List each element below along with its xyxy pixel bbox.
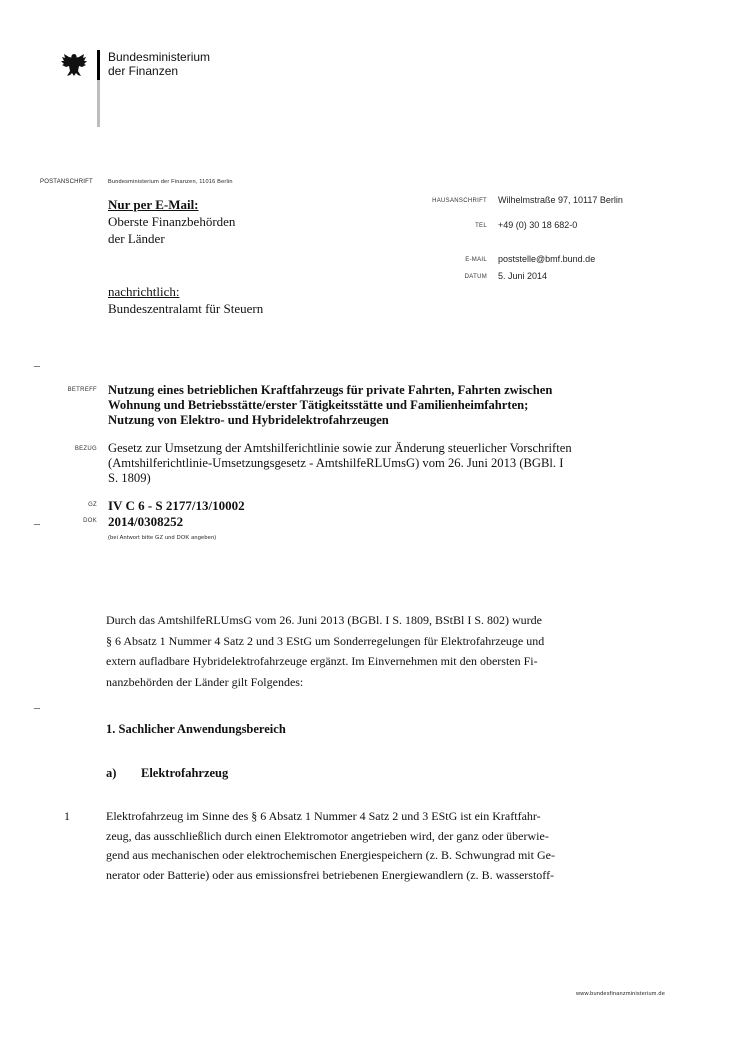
intro-paragraph (106, 610, 658, 692)
email-label: E-MAIL (465, 257, 487, 263)
subsection-title: Elektrofahrzeug (141, 766, 229, 780)
datum-value: 5. Juni 2014 (498, 271, 548, 281)
cc-label: nachrichtlich: (108, 284, 180, 299)
recipient-mode: Nur per E-Mail: (108, 197, 199, 212)
dok-value: 2014/0308252 (108, 514, 184, 529)
margin-mark-1: – (34, 358, 40, 372)
intro-line4: nanzbehörden der Länder gilt Folgendes: (106, 674, 304, 689)
dok-label: DOK (83, 518, 97, 524)
postanschrift-label: POSTANSCHRIFT (40, 179, 93, 185)
recipient-line2: der Länder (108, 231, 165, 246)
betreff-line3: Nutzung von Elektro- und Hybridelektrofahrzeugen (108, 413, 389, 427)
tel-value: +49 (0) 30 18 682-0 (498, 220, 578, 230)
postanschrift-value: Bundesministerium der Finanzen, 11016 Berlin (108, 179, 233, 185)
paragraph-1 (106, 807, 658, 885)
cc-value: Bundeszentralamt für Steuern (108, 301, 264, 316)
logo-divider-bar (97, 50, 100, 80)
email-value[interactable]: poststelle@bmf.bund.de (498, 254, 596, 264)
reply-hint: (bei Antwort bitte GZ und DOK angeben) (108, 535, 217, 541)
bezug-line1: Gesetz zur Umsetzung der Amtshilferichtlinie sowie zur Änderung steuerlicher Vorschriften (108, 441, 572, 455)
footer-url[interactable]: www.bundesfinanzministerium.de (576, 991, 666, 997)
gz-label: GZ (88, 502, 97, 508)
para1-line4: nerator oder Batterie) oder aus emissionsfrei betriebenen Energiewandlern (z. B. wasserstoff- (106, 867, 555, 882)
ministry-name (108, 50, 210, 78)
para1-line2: zeug, das ausschließlich durch einen Elektromotor angetrieben wird, der ganz oder überwie- (106, 828, 549, 843)
para1-line3: gend aus mechanischen oder elektrochemischen Energiespeichern (z. B. Schwungrad mit Ge- (106, 848, 555, 862)
bezug-line2: (Amtshilferichtlinie-Umsetzungsgesetz - AmtshilfeRLUmsG) vom 26. Juni 2013 (BGBl. I (108, 456, 564, 470)
ministry-name-line2: der Finanzen (108, 64, 179, 78)
paragraph-number: 1 (64, 809, 70, 823)
intro-line2: § 6 Absatz 1 Nummer 4 Satz 2 und 3 EStG um Sonderregelungen für Elektrofahrzeuge und (106, 633, 545, 648)
betreff-line1: Nutzung eines betrieblichen Kraftfahrzeugs für private Fahrten, Fahrten zwischen (108, 383, 553, 397)
bezug-text (108, 441, 572, 486)
intro-line1: Durch das AmtshilfeRLUmsG vom 26. Juni 2013 (BGBl. I S. 1809, BStBl I S. 802) wurde (106, 613, 543, 627)
gz-value: IV C 6 - S 2177/13/10002 (108, 498, 245, 513)
betreff-line2: Wohnung und Betriebsstätte/erster Tätigkeitsstätte und Familienheimfahrten; (108, 398, 529, 412)
datum-label: DATUM (464, 274, 487, 280)
bezug-label: BEZUG (74, 446, 97, 452)
federal-eagle-icon (60, 52, 88, 78)
logo-divider-bar-gray (97, 80, 100, 127)
tel-label: TEL (475, 223, 487, 229)
betreff-text (108, 383, 552, 428)
subsection-marker: a) (106, 766, 117, 780)
recipient-line1: Oberste Finanzbehörden (108, 214, 236, 229)
ministry-name-line1: Bundesministerium (108, 50, 211, 64)
hausanschrift-label: HAUSANSCHRIFT (432, 198, 487, 204)
bezug-line3: S. 1809) (108, 471, 151, 485)
intro-line3: extern aufladbare Hybridelektrofahrzeuge ergänzt. Im Einvernehmen mit den obersten Fi- (106, 654, 538, 668)
margin-mark-3: – (34, 700, 40, 714)
betreff-label: BETREFF (67, 387, 97, 393)
margin-mark-2: – (34, 516, 40, 530)
hausanschrift-value: Wilhelmstraße 97, 10117 Berlin (498, 195, 623, 205)
section-title: 1. Sachlicher Anwendungsbereich (106, 722, 286, 736)
para1-line1: Elektrofahrzeug im Sinne des § 6 Absatz 1 Nummer 4 Satz 2 und 3 EStG ist ein Kraftfahr- (106, 809, 541, 823)
